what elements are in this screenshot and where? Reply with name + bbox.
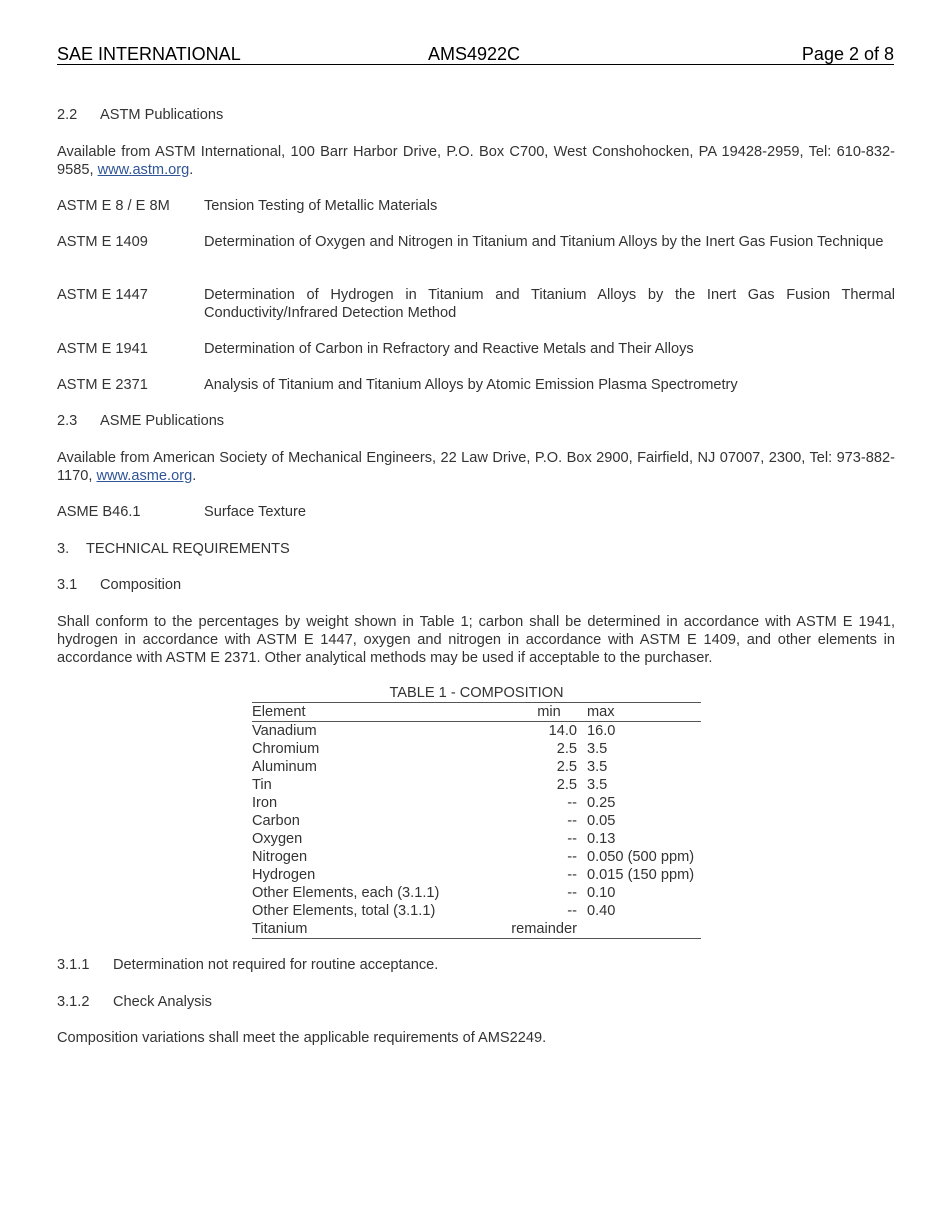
- cell-min: 2.5: [556, 777, 577, 793]
- column-header-max: max: [587, 704, 615, 720]
- cell-min: 2.5: [556, 759, 577, 775]
- section-2-2-heading: [57, 106, 895, 124]
- section-number: 3.1.2: [57, 994, 90, 1010]
- reference-row: [57, 197, 895, 215]
- availability-text: Available from ASTM International, 100 Barr Harbor Drive, P.O. Box C700, West Conshohocken, PA 19428-2959, Tel: 610-832-9585,: [57, 144, 895, 178]
- header-org: SAE INTERNATIONAL: [57, 44, 241, 64]
- cell-max: 0.050 (500 ppm): [587, 849, 695, 865]
- section-2-2-availability: Available from ASTM International, 100 Barr Harbor Drive, P.O. Box C700, West Conshohocken, PA 19428-2959, Tel: 610-832-9585, www.astm.org.: [57, 144, 895, 178]
- cell-element: Tin: [252, 777, 272, 793]
- reference-code: ASTM E 1447: [57, 287, 148, 303]
- header-page-number: Page 2 of 8: [801, 44, 894, 64]
- reference-code: ASTM E 8 / E 8M: [57, 198, 170, 214]
- cell-max: 0.25: [587, 795, 616, 811]
- cell-min: --: [567, 831, 577, 847]
- table-row: [252, 830, 701, 848]
- reference-code: ASTM E 2371: [57, 377, 148, 393]
- cell-max: 3.5: [587, 741, 608, 757]
- table-row: [252, 884, 701, 902]
- cell-max: 0.13: [587, 831, 616, 847]
- table-header-row: [252, 703, 701, 722]
- section-2-3-heading: [57, 412, 895, 430]
- cell-element: Titanium: [252, 921, 308, 937]
- table-row: [252, 920, 701, 939]
- cell-max: 0.10: [587, 885, 616, 901]
- reference-code: ASTM E 1409: [57, 234, 148, 250]
- cell-element: Nitrogen: [252, 849, 308, 865]
- section-3-1-1: [57, 956, 895, 974]
- section-title: Composition: [100, 577, 182, 593]
- section-title: ASME Publications: [100, 413, 225, 429]
- cell-max: 0.015 (150 ppm): [587, 867, 695, 883]
- section-title: TECHNICAL REQUIREMENTS: [86, 541, 290, 557]
- composition-table: [252, 684, 701, 939]
- page-header: [57, 44, 894, 65]
- cell-element: Chromium: [252, 741, 320, 757]
- cell-element: Hydrogen: [252, 867, 316, 883]
- cell-min: remainder: [511, 921, 577, 937]
- reference-title: Surface Texture: [204, 504, 306, 520]
- section-text: Determination not required for routine acceptance.: [113, 957, 439, 973]
- section-3-1-2-paragraph: Composition variations shall meet the applicable requirements of AMS2249.: [57, 1030, 547, 1046]
- section-number: 2.3: [57, 413, 78, 429]
- cell-min: --: [567, 813, 577, 829]
- reference-row: [57, 340, 895, 358]
- reference-row: [57, 233, 895, 269]
- reference-title: Determination of Oxygen and Nitrogen in Titanium and Titanium Alloys by the Inert Gas Fusion Technique: [204, 234, 884, 250]
- table-row: [252, 812, 701, 830]
- cell-min: --: [567, 903, 577, 919]
- table-row: [252, 902, 701, 920]
- table-caption: TABLE 1 - COMPOSITION: [389, 685, 564, 701]
- column-header-element: Element: [252, 704, 306, 720]
- table-row: [252, 740, 701, 758]
- table-row: [252, 722, 701, 741]
- table-row: [252, 758, 701, 776]
- cell-min: --: [567, 849, 577, 865]
- cell-max: [587, 920, 701, 939]
- cell-element: Aluminum: [252, 759, 317, 775]
- reference-title: Tension Testing of Metallic Materials: [204, 198, 438, 214]
- section-2-3-availability: Available from American Society of Mechanical Engineers, 22 Law Drive, P.O. Box 2900, Fairfield, NJ 07007, 2300, Tel: 973-882-1170, www.asme.org.: [57, 450, 895, 484]
- cell-min: --: [567, 867, 577, 883]
- cell-max: 0.05: [587, 813, 616, 829]
- reference-row: [57, 286, 895, 322]
- section-number: 3.1: [57, 577, 78, 593]
- section-title: ASTM Publications: [100, 107, 224, 123]
- section-3-heading: [57, 540, 895, 558]
- reference-title: Analysis of Titanium and Titanium Alloys by Atomic Emission Plasma Spectrometry: [204, 377, 738, 393]
- section-3-1-2-heading: [57, 993, 895, 1011]
- section-number: 2.2: [57, 107, 78, 123]
- cell-max: 0.40: [587, 903, 616, 919]
- reference-title: Determination of Hydrogen in Titanium and Titanium Alloys by the Inert Gas Fusion Thermal Conductivity/Infrared Detection Method: [204, 287, 895, 321]
- table-row: [252, 776, 701, 794]
- cell-max: 3.5: [587, 777, 608, 793]
- reference-code: ASTM E 1941: [57, 341, 148, 357]
- cell-element: Carbon: [252, 813, 300, 829]
- table-row: [252, 848, 701, 866]
- cell-min: --: [567, 885, 577, 901]
- reference-code: ASME B46.1: [57, 504, 141, 520]
- section-number: 3.: [57, 541, 70, 557]
- section-3-1-paragraph: Shall conform to the percentages by weight shown in Table 1; carbon shall be determined in accordance with ASTM E 1941, hydrogen in accordance with ASTM E 1447, oxygen and nitrogen in accordance with ASTM E 1409, and other elements in accordance with ASTM E 2371. Other analytical methods may be used if acceptable to the purchaser.: [57, 614, 895, 666]
- cell-element: Oxygen: [252, 831, 303, 847]
- reference-title: Determination of Carbon in Refractory and Reactive Metals and Their Alloys: [204, 341, 694, 357]
- header-doc-number: AMS4922C: [428, 44, 521, 64]
- table-row: [252, 866, 701, 884]
- cell-min: 2.5: [556, 741, 577, 757]
- cell-element: Other Elements, total (3.1.1): [252, 903, 436, 919]
- reference-row: [57, 503, 895, 521]
- cell-max: 3.5: [587, 759, 608, 775]
- cell-min: --: [567, 795, 577, 811]
- reference-row: [57, 376, 895, 394]
- cell-min: 14.0: [548, 723, 577, 739]
- availability-text: Available from American Society of Mechanical Engineers, 22 Law Drive, P.O. Box 2900, Fairfield, NJ 07007, 2300, Tel: 973-882-1170,: [57, 450, 895, 484]
- column-header-min: min: [537, 704, 561, 720]
- section-number: 3.1.1: [57, 957, 90, 973]
- cell-max: 16.0: [587, 723, 616, 739]
- cell-element: Vanadium: [252, 723, 317, 739]
- cell-element: Iron: [252, 795, 278, 811]
- table-row: [252, 794, 701, 812]
- section-3-1-heading: [57, 576, 895, 594]
- cell-element: Other Elements, each (3.1.1): [252, 885, 440, 901]
- asme-link[interactable]: www.asme.org: [96, 468, 193, 484]
- section-title: Check Analysis: [113, 994, 212, 1010]
- astm-link[interactable]: www.astm.org: [97, 162, 190, 178]
